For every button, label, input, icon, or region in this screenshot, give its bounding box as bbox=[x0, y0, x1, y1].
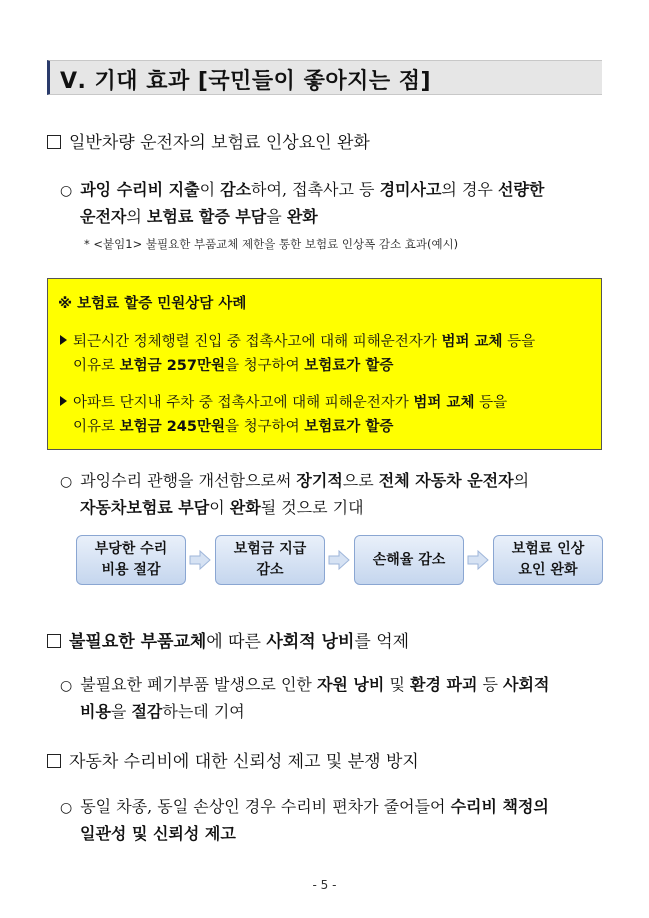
bullet-2-line-1: ○ 과잉수리 관행을 개선함으로써 장기적으로 전체 자동차 운전자의 bbox=[60, 471, 530, 490]
section-heading-3: 자동차 수리비에 대한 신뢰성 제고 및 분쟁 방지 bbox=[47, 747, 419, 772]
footnote: * <붙임1> 불필요한 부품교체 제한을 통한 보험료 인상폭 감소 효과(예시) bbox=[84, 237, 459, 251]
checkbox-square-icon bbox=[47, 754, 61, 768]
right-arrow-icon bbox=[189, 549, 211, 571]
case-2-line-1: 아파트 단지내 주차 중 접촉사고에 대해 피해운전자가 범퍼 교체 등을 bbox=[60, 391, 507, 412]
bullet-2-line-2: 자동차보험료 부담이 완화될 것으로 기대 bbox=[80, 498, 364, 517]
circle-bullet-icon: ○ bbox=[60, 183, 73, 199]
flow-step-3: 손해율 감소 bbox=[354, 535, 464, 585]
circle-bullet-icon: ○ bbox=[60, 800, 73, 816]
section-heading-1: 일반차량 운전자의 보험료 인상요인 완화 bbox=[47, 128, 370, 153]
bullet-3-line-1: ○ 불필요한 폐기부품 발생으로 인한 자원 낭비 및 환경 파괴 등 사회적 bbox=[60, 675, 550, 694]
case-box-heading: ※ 보험료 할증 민원상담 사례 bbox=[58, 296, 247, 312]
bullet-1-line-1: ○ 과잉 수리비 지출이 감소하여, 접촉사고 등 경미사고의 경우 선량한 bbox=[60, 180, 545, 199]
bullet-4-line-1: ○ 동일 차종, 동일 손상인 경우 수리비 편차가 줄어들어 수리비 책정의 bbox=[60, 797, 549, 816]
section-heading-2: 불필요한 부품교체에 따른 사회적 낭비를 억제 bbox=[47, 627, 409, 652]
right-arrow-icon bbox=[467, 549, 489, 571]
page-number: - 5 - bbox=[312, 878, 337, 892]
flow-step-1: 부당한 수리 비용 절감 bbox=[76, 535, 186, 585]
flow-step-4: 보험료 인상 요인 완화 bbox=[493, 535, 603, 585]
page-title: Ⅴ. 기대 효과 [국민들이 좋아지는 점] bbox=[60, 69, 432, 94]
bullet-1-line-2: 운전자의 보험료 할증 부담을 완화 bbox=[80, 207, 318, 226]
right-arrow-icon bbox=[328, 549, 350, 571]
checkbox-square-icon bbox=[47, 634, 61, 648]
circle-bullet-icon: ○ bbox=[60, 678, 73, 694]
bullet-3-line-2: 비용을 절감하는데 기여 bbox=[80, 702, 245, 721]
flow-step-2: 보험금 지급 감소 bbox=[215, 535, 325, 585]
circle-bullet-icon: ○ bbox=[60, 474, 73, 490]
case-1-line-1: 퇴근시간 정체행렬 진입 중 접촉사고에 대해 피해운전자가 범퍼 교체 등을 bbox=[60, 330, 535, 351]
case-2-line-2: 이유로 보험금 245만원을 청구하여 보험료가 할증 bbox=[73, 419, 394, 435]
bullet-4-line-2: 일관성 및 신뢰성 제고 bbox=[80, 824, 236, 843]
case-1-line-2: 이유로 보험금 257만원을 청구하여 보험료가 할증 bbox=[73, 358, 394, 374]
triangle-bullet-icon bbox=[60, 396, 67, 406]
checkbox-square-icon bbox=[47, 135, 61, 149]
triangle-bullet-icon bbox=[60, 335, 67, 345]
